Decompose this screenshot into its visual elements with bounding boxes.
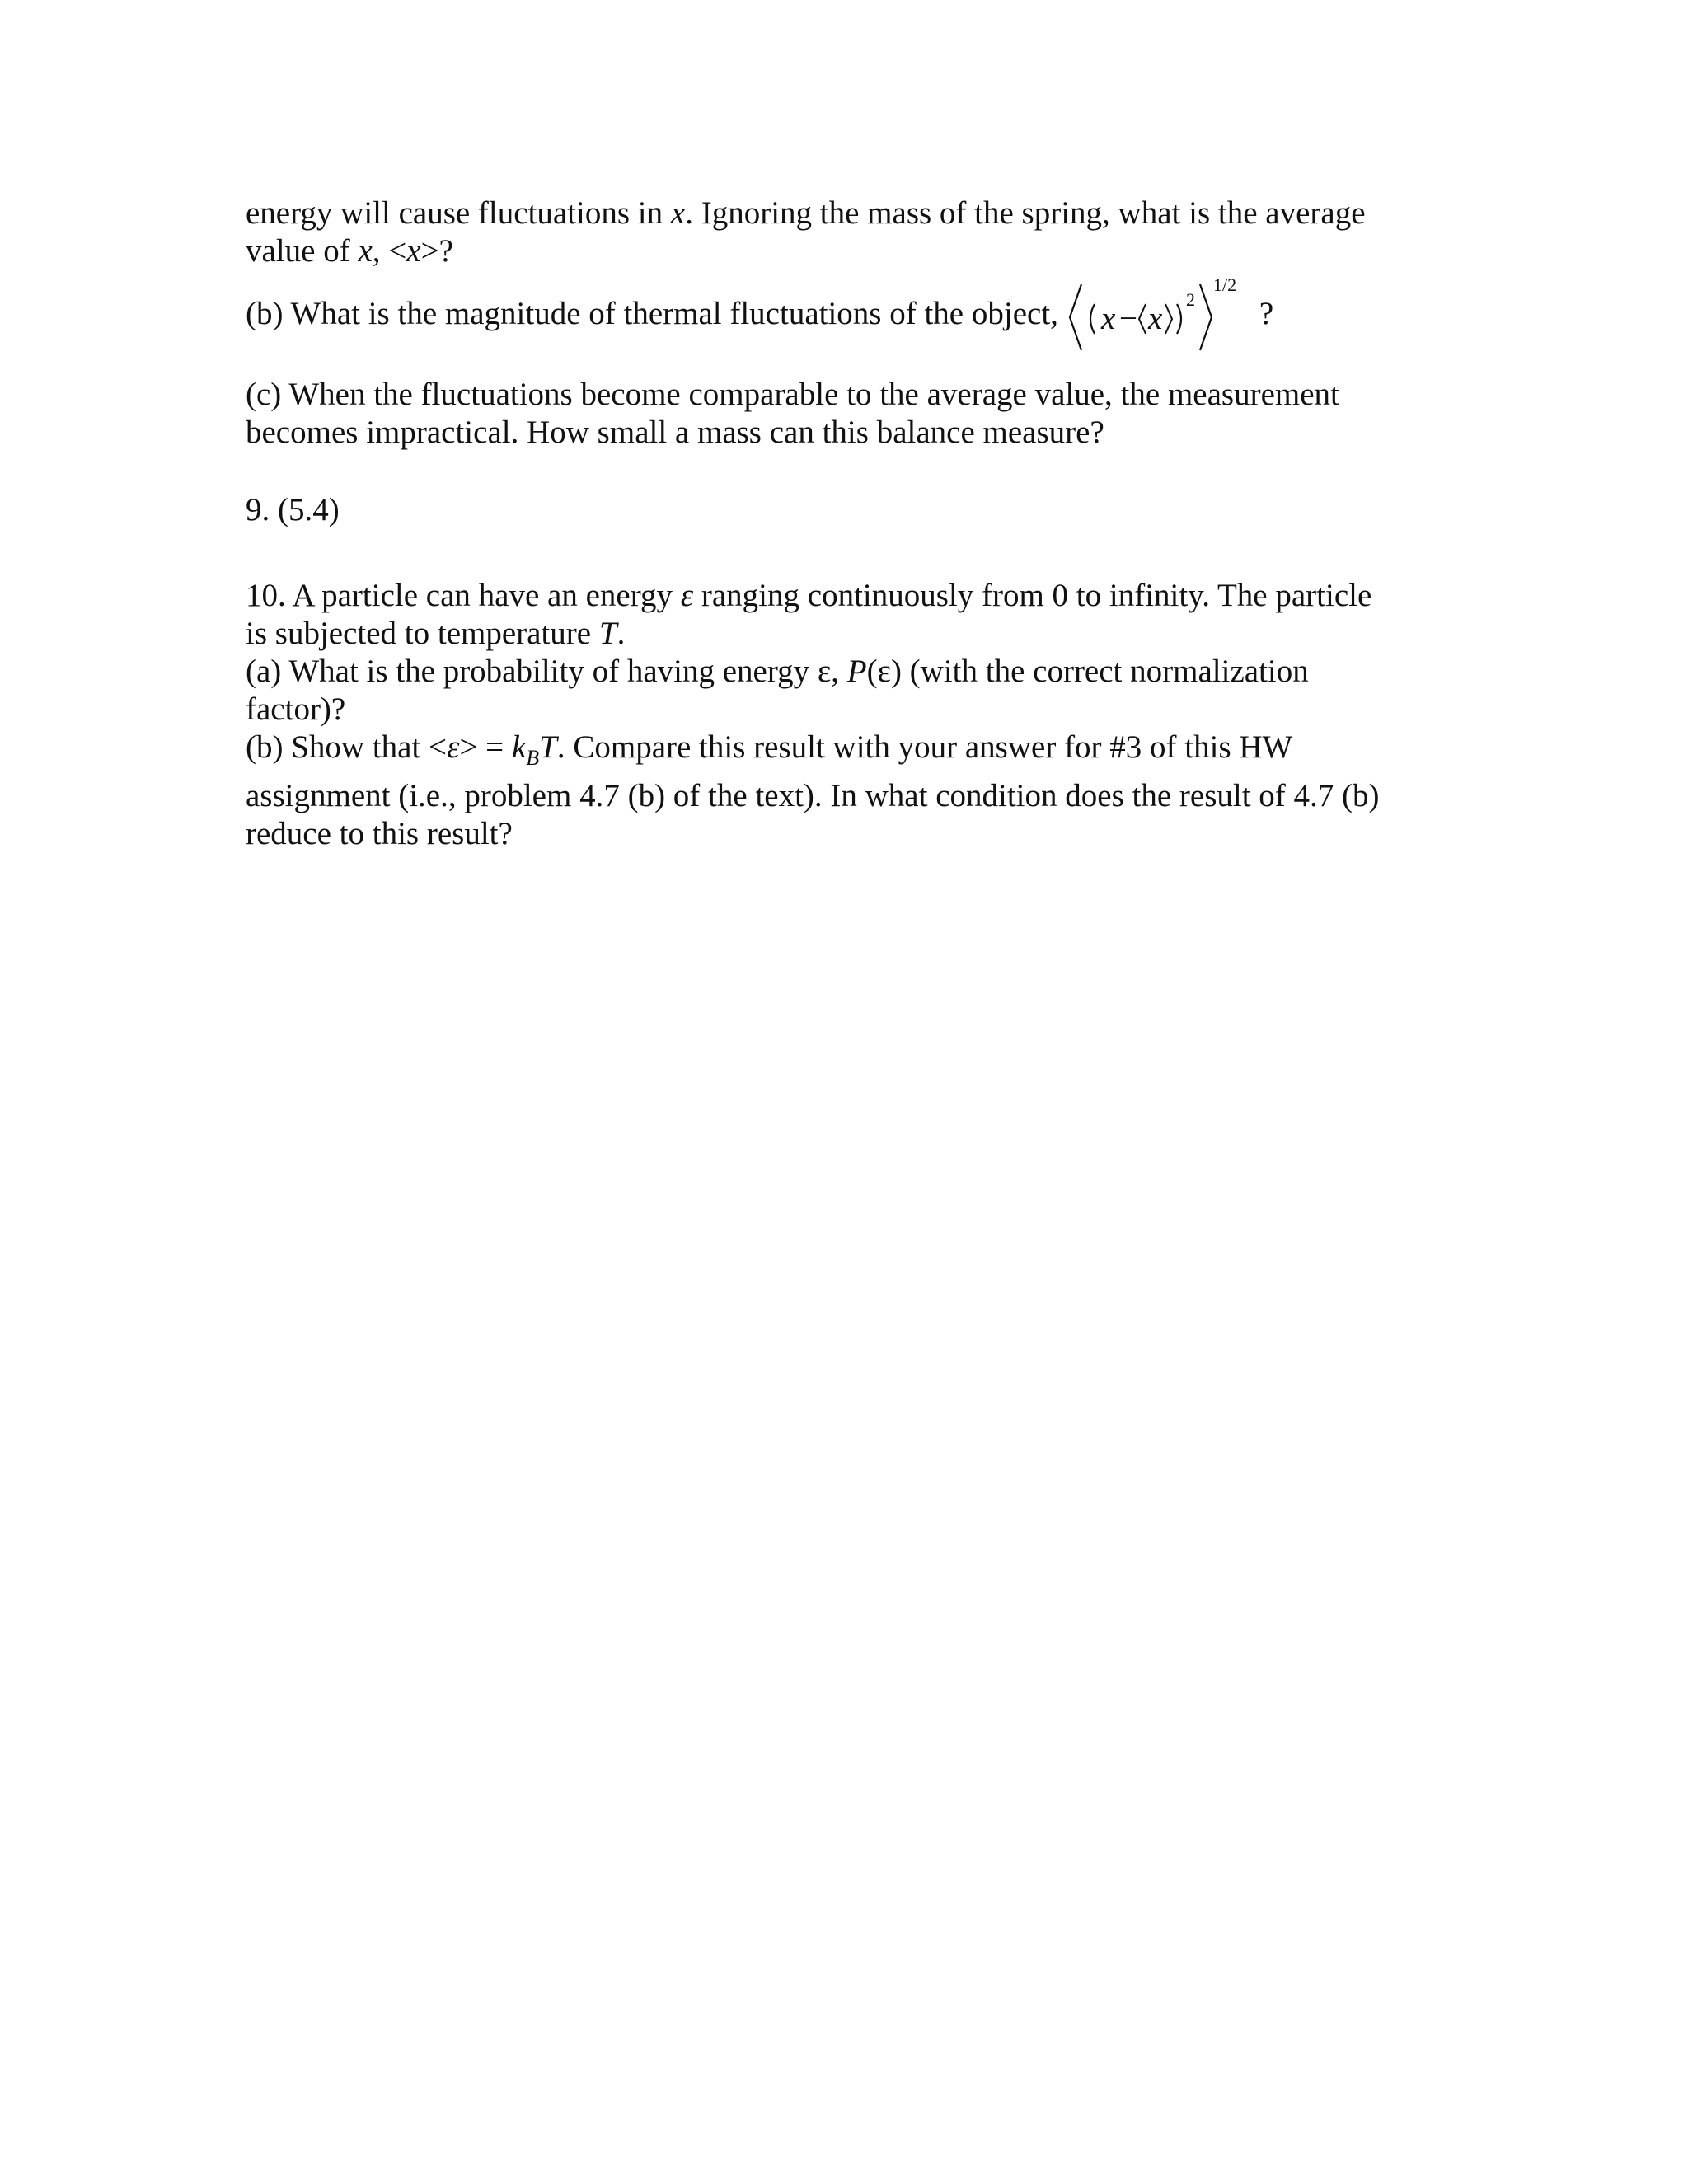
formula-exp-2: 2 [1185,289,1195,310]
variable-epsilon: ε [680,578,694,613]
problem-10b-line-1 [246,729,1441,777]
text-span: > = [459,729,512,765]
variable-x: x [406,233,421,269]
outer-right-angle [1200,284,1212,350]
formula-exp-half: 1/2 [1212,274,1237,295]
text-span: ranging continuously from 0 to infinity. The particle [693,578,1372,613]
left-paren [1090,304,1095,334]
problem-10-line-1 [246,577,1441,615]
formula-x2: x [1147,301,1163,336]
problem-10a-line-2: factor)? [246,691,346,727]
problem-10b-line-3: reduce to this result? [246,815,513,851]
outer-left-angle [1070,284,1081,350]
text-span: (ε) (with the correct normalization [866,654,1309,689]
text-span: . Compare this result with your answer for #3 of this HW [556,729,1293,765]
document-body [246,194,1441,853]
right-paren [1177,304,1181,334]
text-span: 10. A particle can have an energy [246,578,681,613]
fluctuation-formula-svg [1065,273,1238,355]
part-c-line-1: (c) When the fluctuations become comparable to the average value, the measurement [246,377,1339,412]
variable-T: T [598,616,617,651]
problem-10a-line-1 [246,653,1441,691]
part-b-line [246,270,1441,358]
variable-x: x [670,195,686,231]
problem-10b-line-2: assignment (i.e., problem 4.7 (b) of the text). In what condition does the result of 4.7 (b) [246,777,1380,813]
text-span: >? [420,233,453,269]
text-span: . Ignoring the mass of the spring, what is the average [685,195,1366,231]
text-span: (a) What is the probability of having energy ε, [246,654,847,689]
text-span: , < [372,233,407,269]
text-span: energy will cause fluctuations in [246,195,671,231]
part-b-question-mark: ? [1259,296,1274,331]
subscript-B: B [526,745,540,770]
inner-left-angle [1139,304,1146,334]
intro-line-2 [246,232,1441,270]
variable-epsilon: ε [447,729,460,765]
text-span: is subjected to temperature [246,616,599,651]
variable-T: T [539,729,557,765]
text-span: . [617,616,626,651]
formula-minus: − [1118,301,1137,336]
part-c-line-2: becomes impractical. How small a mass can this balance measure? [246,415,1104,450]
intro-line-1 [246,194,1441,232]
variable-x: x [358,233,373,269]
variable-P: P [846,654,867,689]
variable-k: k [511,729,527,765]
inner-right-angle [1165,304,1172,334]
problem-9: 9. (5.4) [246,492,340,527]
part-b-text: (b) What is the magnitude of thermal fluctuations of the object, [246,296,1058,331]
fluctuation-formula [1065,273,1238,355]
formula-x1: x [1100,301,1116,336]
problem-10-line-2 [246,615,1441,653]
text-span: value of [246,233,359,269]
text-span: (b) Show that < [246,729,448,765]
